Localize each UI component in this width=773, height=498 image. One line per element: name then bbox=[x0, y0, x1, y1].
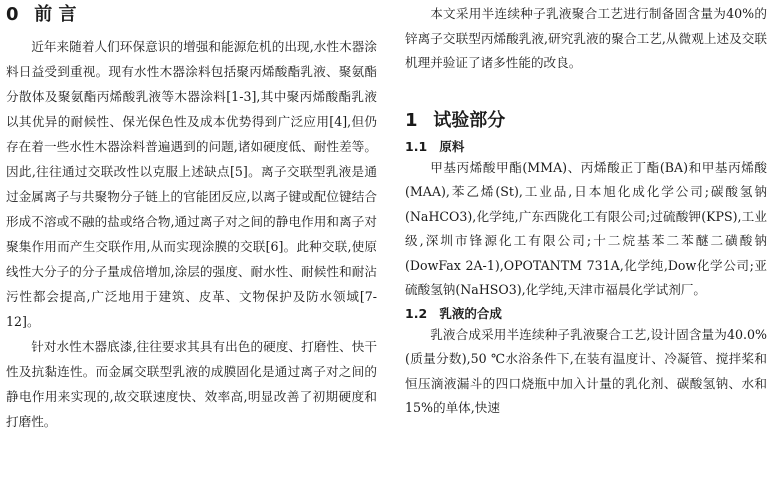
section-number: 1 bbox=[405, 109, 418, 131]
subsection-heading-materials bbox=[405, 138, 767, 156]
subsection-number: 1.2 bbox=[405, 305, 428, 321]
section-heading-introduction bbox=[6, 4, 377, 28]
materials-paragraph: 甲基丙烯酸甲酯(MMA)、丙烯酸正丁酯(BA)和甲基丙烯酸(MAA),苯乙烯(St),工业品,日本旭化成化学公司;碳酸氢钠(NaHCO3),化学纯,广东西陇化工有限公司;过硫酸钾(KPS),工业级,深圳市锋源化工有限公司;十二烷基苯二苯醚二磺酸钠(DowFax 2A-1),OPOTANTM 731A,化学纯,Dow化学公司;亚硫酸氢钠(NaHSO3),化学纯,天津市福晨化学试剂厂。 bbox=[405, 159, 767, 297]
introduction-paragraph-1: 近年来随着人们环保意识的增强和能源危机的出现,水性木器涂料日益受到重视。现有水性木器涂料包括聚丙烯酸酯乳液、聚氨酯分散体及聚氨酯丙烯酸乳液等木器涂料[1-3],其中聚丙烯酸酯乳液以其优异的耐候性、保光保色性及成本优势得到广泛应用[4],但仍存在着一些水性木器涂料普遍遇到的问题,诸如硬度低、耐性差等。因此,往往通过交联改性以克服上述缺点[5]。离子交联型乳液是通过金属离子与共聚物分子链上的官能团反应,以离子键或配位键结合形成不溶或不融的盐或络合物,通过离子对之间的静电作用和离子对聚集作用而产生交联作用,从而实现涂膜的交联[6]。此种交联,使原线性大分子的分子量成倍增加,涂层的强度、耐水性、耐候性和耐沾污性都会提高,广泛地用于建筑、皮革、文物保护及防水领域[7-12]。 bbox=[6, 39, 377, 329]
section-heading-experimental bbox=[405, 110, 767, 134]
left-column bbox=[6, 0, 377, 434]
right-column bbox=[405, 0, 767, 421]
introduction-paragraph-2: 针对水性木器底漆,往往要求其具有出色的硬度、打磨性、快干性及抗黏连性。而金属交联型乳液的成膜固化是通过离子对之间的静电作用来实现的,故交联速度快、效率高,明显改善了初期硬度和打磨性。 bbox=[6, 339, 377, 429]
subsection-number: 1.1 bbox=[405, 138, 428, 154]
introduction-paragraph-3: 本文采用半连续种子乳液聚合工艺进行制备固含量为40%的锌离子交联型丙烯酸乳液,研究乳液的聚合工艺,从微观上述及交联机理并验证了诸多性能的改良。 bbox=[405, 6, 767, 70]
section-title: 前 言 bbox=[34, 4, 77, 25]
subsection-title: 乳液的合成 bbox=[439, 305, 502, 321]
subsection-heading-synthesis bbox=[405, 305, 767, 323]
synthesis-paragraph: 乳液合成采用半连续种子乳液聚合工艺,设计固含量为40.0%(质量分数),50 ℃水浴条件下,在装有温度计、冷凝管、搅拌桨和恒压滴液漏斗的四口烧瓶中加入计量的乳化剂、碳酸氢钠、水和15%的单体,快速 bbox=[405, 326, 767, 415]
section-number: 0 bbox=[6, 4, 19, 25]
subsection-title: 原料 bbox=[439, 138, 465, 154]
section-title: 试验部分 bbox=[433, 109, 506, 131]
